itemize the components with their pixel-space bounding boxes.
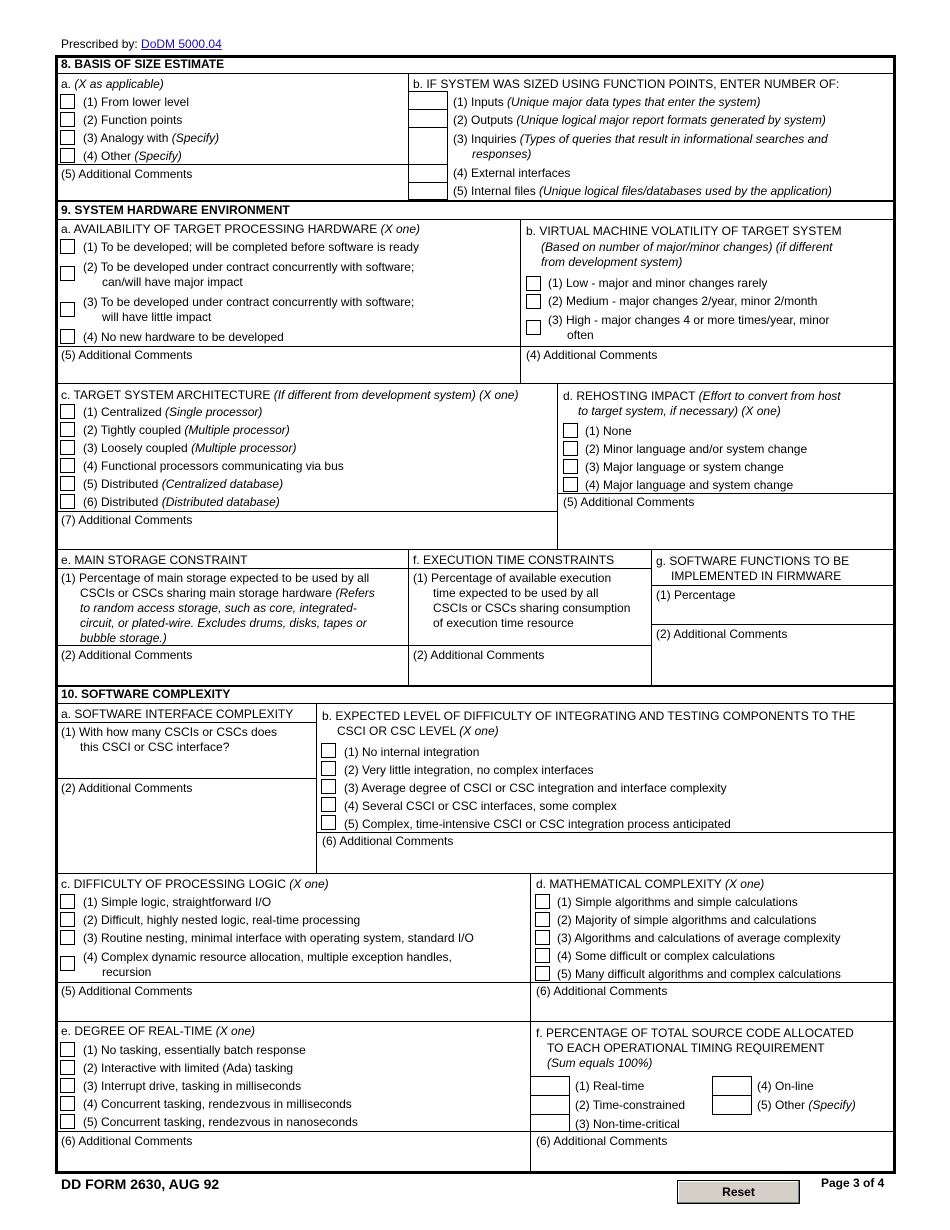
s9b-checkbox-3[interactable] [526, 320, 541, 335]
s9a-label: a. AVAILABILITY OF TARGET PROCESSING HARDWARE (X one) [61, 222, 421, 236]
s10e-item-1: (1) No tasking, essentially batch response [83, 1043, 306, 1057]
s10d-checkbox-2[interactable] [535, 912, 550, 927]
s9c-item-3: (3) Loosely coupled (Multiple processor) [83, 441, 297, 455]
s10f-item-3: (3) Non-time-critical [575, 1117, 680, 1131]
s8a-checkbox-2[interactable] [60, 112, 75, 127]
s9f-line-3: CSCIs or CSCs sharing consumption [433, 601, 631, 615]
s10c-additional-comments[interactable]: (5) Additional Comments [61, 984, 193, 998]
dodm-link[interactable]: DoDM 5000.04 [141, 37, 222, 51]
s10d-label: d. MATHEMATICAL COMPLEXITY (X one) [536, 877, 765, 891]
s9b-checkbox-1[interactable] [526, 276, 541, 291]
s9e-line-1: (1) Percentage of main storage expected to be used by all [61, 571, 370, 585]
s9f-line-4: of execution time resource [433, 616, 574, 630]
s10f-item-1: (1) Real-time [575, 1079, 645, 1093]
s10b-checkbox-5[interactable] [321, 815, 336, 830]
s10b-additional-comments[interactable]: (6) Additional Comments [322, 834, 454, 848]
s10c-checkbox-3[interactable] [60, 930, 75, 945]
section-9-title: 9. SYSTEM HARDWARE ENVIRONMENT [61, 203, 290, 217]
form-id: DD FORM 2630, AUG 92 [61, 1176, 220, 1192]
s10d-item-3: (3) Algorithms and calculations of average complexity [557, 931, 841, 945]
s10e-checkbox-2[interactable] [60, 1060, 75, 1075]
s10f-item-4: (4) On-line [757, 1079, 814, 1093]
s10b-item-2: (2) Very little integration, no complex interfaces [344, 763, 594, 777]
s10e-checkbox-5[interactable] [60, 1114, 75, 1129]
s10d-checkbox-3[interactable] [535, 930, 550, 945]
s10d-checkbox-5[interactable] [535, 966, 550, 981]
s9c-checkbox-4[interactable] [60, 458, 75, 473]
s10f-label-cont: TO EACH OPERATIONAL TIMING REQUIREMENT [547, 1041, 825, 1055]
s10c-item-1: (1) Simple logic, straightforward I/O [83, 895, 272, 909]
s10b-item-5: (5) Complex, time-intensive CSCI or CSC integration process anticipated [344, 817, 731, 831]
s10e-checkbox-1[interactable] [60, 1042, 75, 1057]
s10b-label: b. EXPECTED LEVEL OF DIFFICULTY OF INTEGRATING AND TESTING COMPONENTS TO THE [322, 709, 856, 723]
s9d-label: d. REHOSTING IMPACT (Effort to convert from host [563, 389, 841, 403]
s10e-checkbox-4[interactable] [60, 1096, 75, 1111]
reset-button[interactable]: Reset [677, 1180, 800, 1204]
s9g-label-cont: IMPLEMENTED IN FIRMWARE [671, 569, 842, 583]
s9f-additional-comments[interactable]: (2) Additional Comments [413, 648, 545, 662]
s9b-item-1: (1) Low - major and minor changes rarely [548, 276, 768, 290]
s8a-item-4: (4) Other (Specify) [83, 149, 182, 163]
s9b-sub-1: (Based on number of major/minor changes) (if different [541, 240, 833, 254]
s10d-item-1: (1) Simple algorithms and simple calculations [557, 895, 798, 909]
s10d-item-5: (5) Many difficult algorithms and complex calculations [557, 967, 841, 981]
s8a-checkbox-1[interactable] [60, 94, 75, 109]
s9d-additional-comments[interactable]: (5) Additional Comments [563, 495, 695, 509]
s10d-checkbox-1[interactable] [535, 894, 550, 909]
s9a-item-2-cont: can/will have major impact [102, 275, 243, 289]
s10d-item-2: (2) Majority of simple algorithms and calculations [557, 913, 817, 927]
s8b-item-3-cont: responses) [472, 147, 532, 161]
s10f-label: f. PERCENTAGE OF TOTAL SOURCE CODE ALLOCATED [536, 1026, 854, 1040]
s9g-label: g. SOFTWARE FUNCTIONS TO BE [656, 554, 850, 568]
s10b-checkbox-4[interactable] [321, 797, 336, 812]
s8b-item-1: (1) Inputs (Unique major data types that enter the system) [453, 95, 761, 109]
s10e-item-2: (2) Interactive with limited (Ada) tasking [83, 1061, 294, 1075]
s9b-additional-comments[interactable]: (4) Additional Comments [526, 348, 658, 362]
s9a-checkbox-1[interactable] [60, 239, 75, 254]
s10e-label: e. DEGREE OF REAL-TIME (X one) [61, 1024, 256, 1038]
s9e-additional-comments[interactable]: (2) Additional Comments [61, 648, 193, 662]
s10d-additional-comments[interactable]: (6) Additional Comments [536, 984, 668, 998]
s10c-item-2: (2) Difficult, highly nested logic, real-time processing [83, 913, 361, 927]
s10f-item-2: (2) Time-constrained [575, 1098, 686, 1112]
s9b-sub-2: from development system) [541, 255, 683, 269]
s8a-item-3: (3) Analogy with (Specify) [83, 131, 220, 145]
s9f-line-2: time expected to be used by all [433, 586, 599, 600]
s8a-item-1: (1) From lower level [83, 95, 190, 109]
s9c-item-4: (4) Functional processors communicating via bus [83, 459, 344, 473]
s10e-checkbox-3[interactable] [60, 1078, 75, 1093]
section-10-title: 10. SOFTWARE COMPLEXITY [61, 687, 231, 701]
s9b-item-3-cont: often [567, 328, 594, 342]
s9c-item-2: (2) Tightly coupled (Multiple processor) [83, 423, 290, 437]
s8b-input-column [408, 91, 448, 200]
section-8-title: 8. BASIS OF SIZE ESTIMATE [61, 57, 225, 71]
s9f-line-1: (1) Percentage of available execution [413, 571, 612, 585]
s8a-additional-comments[interactable]: (5) Additional Comments [61, 167, 193, 181]
s9d-item-3: (3) Major language or system change [585, 460, 784, 474]
s10b-label-cont: CSCI OR CSC LEVEL (X one) [337, 724, 499, 738]
s8b-label: b. IF SYSTEM WAS SIZED USING FUNCTION POINTS, ENTER NUMBER OF: [413, 77, 840, 91]
s10a-additional-comments[interactable]: (2) Additional Comments [61, 781, 193, 795]
s9c-checkbox-3[interactable] [60, 440, 75, 455]
prescribed-by-label: Prescribed by: DoDM 5000.04 [61, 37, 222, 51]
s9a-item-4: (4) No new hardware to be developed [83, 330, 284, 344]
s9a-item-1: (1) To be developed; will be completed before software is ready [83, 240, 419, 254]
s8a-label: a. (X as applicable) [61, 77, 164, 91]
s10e-additional-comments[interactable]: (6) Additional Comments [61, 1134, 193, 1148]
s10b-item-1: (1) No internal integration [344, 745, 480, 759]
s9c-checkbox-2[interactable] [60, 422, 75, 437]
s9d-checkbox-4[interactable] [563, 477, 578, 492]
s9c-checkbox-1[interactable] [60, 404, 75, 419]
s9f-label: f. EXECUTION TIME CONSTRAINTS [413, 553, 615, 567]
s9a-checkbox-4[interactable] [60, 329, 75, 344]
s9g-percentage[interactable]: (1) Percentage [656, 588, 736, 602]
s9c-checkbox-5[interactable] [60, 476, 75, 491]
s9b-label: b. VIRTUAL MACHINE VOLATILITY OF TARGET SYSTEM [526, 224, 842, 238]
s10c-item-4-cont: recursion [102, 965, 152, 979]
s8a-item-2: (2) Function points [83, 113, 183, 127]
s10d-item-4: (4) Some difficult or complex calculations [557, 949, 775, 963]
s9g-additional-comments[interactable]: (2) Additional Comments [656, 627, 788, 641]
s9c-item-1: (1) Centralized (Single processor) [83, 405, 263, 419]
s10e-item-4: (4) Concurrent tasking, rendezvous in milliseconds [83, 1097, 352, 1111]
s9e-label: e. MAIN STORAGE CONSTRAINT [61, 553, 248, 567]
s9e-line-2: CSCIs or CSCs sharing main storage hardware (Refers [80, 586, 375, 600]
s10f-label-sum: (Sum equals 100%) [547, 1056, 653, 1070]
s10d-checkbox-4[interactable] [535, 948, 550, 963]
s10e-item-5: (5) Concurrent tasking, rendezvous in nanoseconds [83, 1115, 358, 1129]
s10a-line-2: this CSCI or CSC interface? [80, 740, 230, 754]
s10b-checkbox-1[interactable] [321, 743, 336, 758]
s9d-label-cont: to target system, if necessary) (X one) [578, 404, 781, 418]
s9d-item-2: (2) Minor language and/or system change [585, 442, 808, 456]
s9c-item-6: (6) Distributed (Distributed database) [83, 495, 280, 509]
s9a-item-3: (3) To be developed under contract concurrently with software; [83, 295, 415, 309]
s9d-item-1: (1) None [585, 424, 632, 438]
s9b-item-3: (3) High - major changes 4 or more times/year, minor [548, 313, 830, 327]
s10f-input-column-left [530, 1076, 570, 1132]
s10c-checkbox-4[interactable] [60, 956, 75, 971]
s9c-checkbox-6[interactable] [60, 494, 75, 509]
s9e-line-5: bubble storage.) [80, 631, 167, 645]
page-number: Page 3 of 4 [821, 1176, 885, 1190]
s9d-item-4: (4) Major language and system change [585, 478, 794, 492]
s9e-line-3: to random access storage, such as core, integrated- [80, 601, 357, 615]
s10b-checkbox-3[interactable] [321, 779, 336, 794]
s10e-item-3: (3) Interrupt drive, tasking in milliseconds [83, 1079, 302, 1093]
s10a-line-1: (1) With how many CSCIs or CSCs does [61, 725, 278, 739]
s8b-item-4: (4) External interfaces [453, 166, 571, 180]
s10c-checkbox-2[interactable] [60, 912, 75, 927]
s9b-item-2: (2) Medium - major changes 2/year, minor 2/month [548, 294, 818, 308]
s9c-item-5: (5) Distributed (Centralized database) [83, 477, 284, 491]
s10c-checkbox-1[interactable] [60, 894, 75, 909]
s10a-label: a. SOFTWARE INTERFACE COMPLEXITY [61, 707, 294, 721]
s9e-line-4: circuit, or plated-wire. Excludes drums, disks, tapes or [80, 616, 367, 630]
s9c-additional-comments[interactable]: (7) Additional Comments [61, 513, 193, 527]
s9a-checkbox-3[interactable] [60, 302, 75, 317]
s10b-checkbox-2[interactable] [321, 761, 336, 776]
s10b-item-4: (4) Several CSCI or CSC interfaces, some complex [344, 799, 617, 813]
s9a-item-3-cont: will have little impact [102, 310, 212, 324]
s10b-item-3: (3) Average degree of CSCI or CSC integration and interface complexity [344, 781, 727, 795]
s9a-additional-comments[interactable]: (5) Additional Comments [61, 348, 193, 362]
s8a-checkbox-3[interactable] [60, 130, 75, 145]
s9d-checkbox-3[interactable] [563, 459, 578, 474]
s9a-item-2: (2) To be developed under contract concurrently with software; [83, 260, 415, 274]
s10f-item-5: (5) Other (Specify) [757, 1098, 856, 1112]
s10c-item-4: (4) Complex dynamic resource allocation, multiple exception handles, [83, 950, 452, 964]
s10c-label: c. DIFFICULTY OF PROCESSING LOGIC (X one) [61, 877, 329, 891]
s8b-item-5: (5) Internal files (Unique logical files/databases used by the application) [453, 184, 832, 198]
s9a-checkbox-2[interactable] [60, 266, 75, 281]
s9d-checkbox-1[interactable] [563, 423, 578, 438]
s8b-item-2: (2) Outputs (Unique logical major report formats generated by system) [453, 113, 826, 127]
s10f-additional-comments[interactable]: (6) Additional Comments [536, 1134, 668, 1148]
s9b-checkbox-2[interactable] [526, 294, 541, 309]
s10c-item-3: (3) Routine nesting, minimal interface with operating system, standard I/O [83, 931, 474, 945]
s8a-checkbox-4[interactable] [60, 148, 75, 163]
s8b-item-3: (3) Inquiries (Types of queries that result in informational searches and [453, 132, 828, 146]
s9d-checkbox-2[interactable] [563, 441, 578, 456]
s9c-label: c. TARGET SYSTEM ARCHITECTURE (If different from development system) (X one) [61, 388, 519, 402]
